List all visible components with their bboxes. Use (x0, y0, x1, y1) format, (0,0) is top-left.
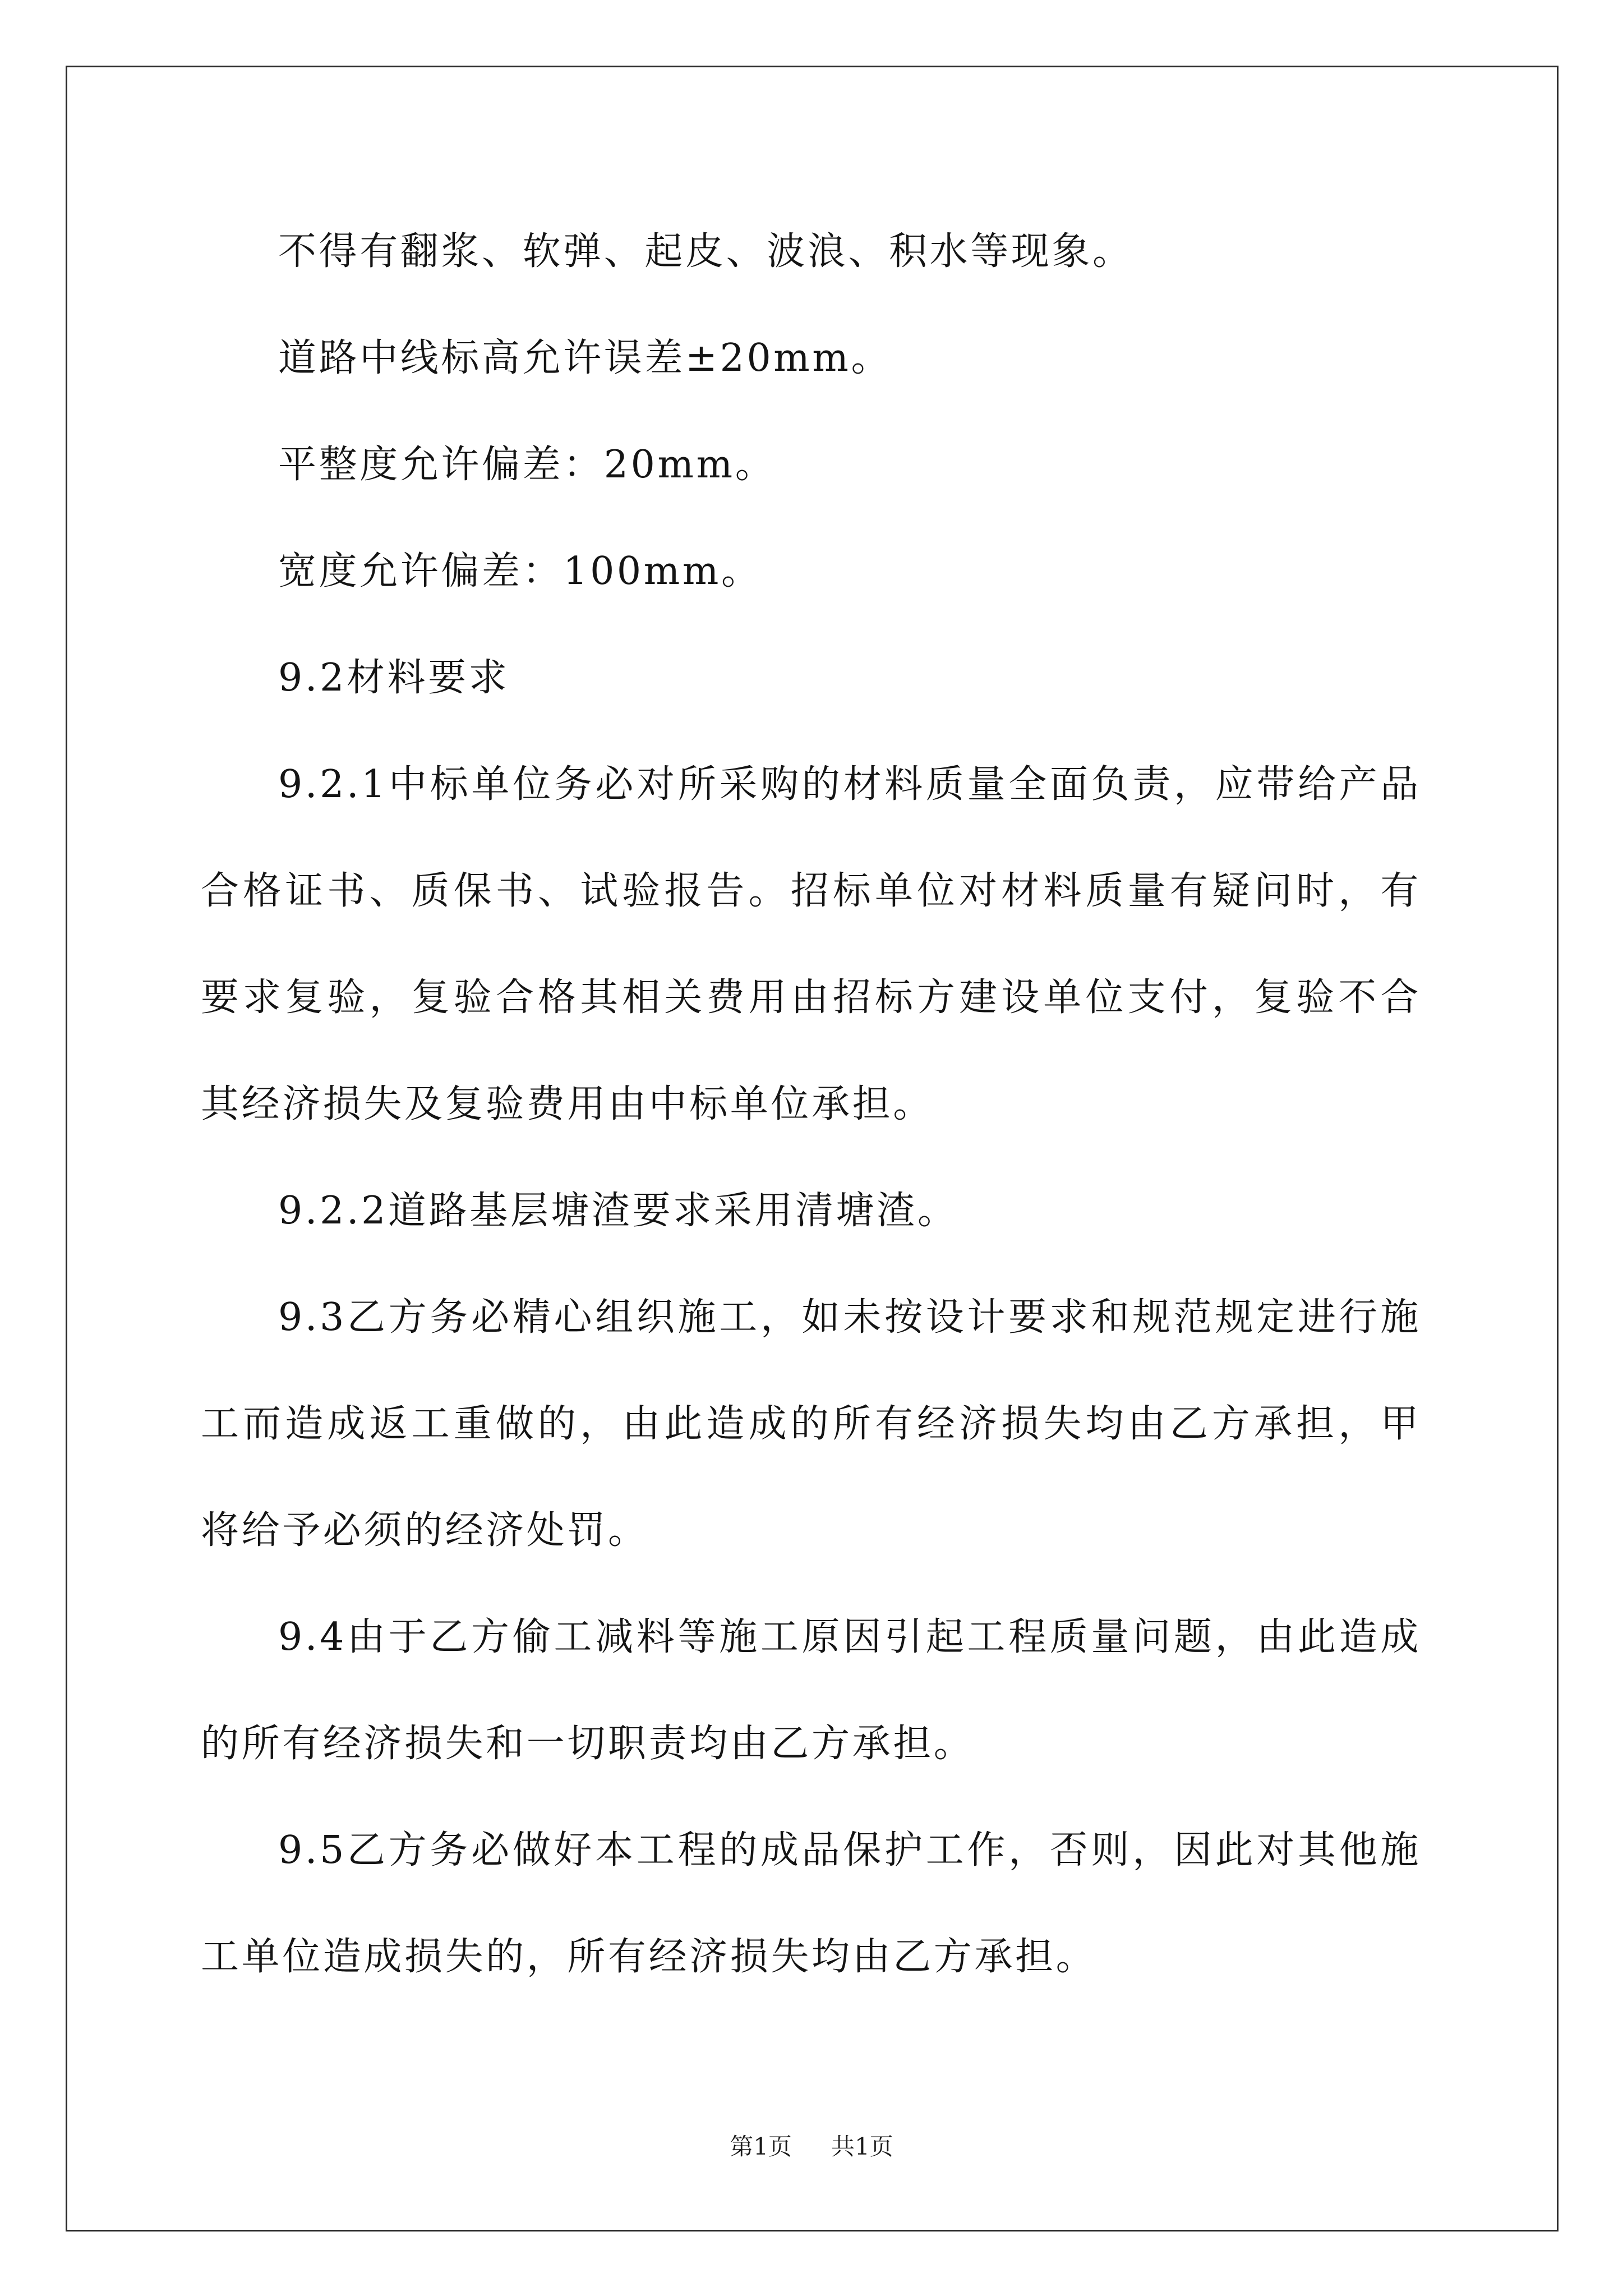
text-line: 9.4由于乙方偷工减料等施工原因引起工程质量问题，由此造成 (278, 1615, 1421, 1659)
text-line: 的所有经济损失和一切职责均由乙方承担。 (201, 1722, 975, 1766)
text-line: 道路中线标高允许误差±20mm。 (278, 336, 892, 380)
paragraph (201, 1158, 1421, 1264)
text-line: 不得有翻浆、软弹、起皮、波浪、积水等现象。 (278, 229, 1133, 274)
text-line: 合格证书、质保书、试验报告。招标单位对材料质量有疑问时，有 (201, 869, 1421, 913)
text-line: 9.2.1中标单位务必对所采购的材料质量全面负责，应带给产品 (278, 762, 1421, 807)
document-body (201, 199, 1421, 2010)
paragraph (201, 518, 1421, 625)
paragraph (201, 731, 1421, 1158)
text-line: 将给予必须的经济处罚。 (201, 1508, 649, 1553)
paragraph (201, 305, 1421, 412)
text-line: 其经济损失及复验费用由中标单位承担。 (201, 1082, 934, 1126)
text-line: 平整度允许偏差：20mm。 (278, 443, 776, 487)
text-line: 工而造成返工重做的，由此造成的所有经济损失均由乙方承担，甲 (201, 1402, 1421, 1446)
paragraph (201, 412, 1421, 518)
section-heading (201, 625, 1421, 731)
total-pages-label: 共1页 (831, 2133, 893, 2160)
paragraph (201, 1797, 1421, 2010)
paragraph (201, 199, 1421, 305)
page-number-label: 第1页 (730, 2133, 792, 2160)
text-line: 宽度允许偏差：100mm。 (278, 549, 762, 593)
page-footer (0, 2130, 1623, 2164)
paragraph (201, 1584, 1421, 1797)
text-line: 要求复验，复验合格其相关费用由招标方建设单位支付，复验不合 (201, 976, 1421, 1020)
text-line: 9.2材料要求 (278, 656, 510, 700)
paragraph (201, 1264, 1421, 1584)
text-line: 9.3乙方务必精心组织施工，如未按设计要求和规范规定进行施 (278, 1295, 1421, 1340)
text-line: 9.5乙方务必做好本工程的成品保护工作，否则，因此对其他施 (278, 1828, 1421, 1872)
text-line: 9.2.2道路基层塘渣要求采用清塘渣。 (278, 1189, 958, 1233)
text-line: 工单位造成损失的，所有经济损失均由乙方承担。 (201, 1935, 1097, 1979)
